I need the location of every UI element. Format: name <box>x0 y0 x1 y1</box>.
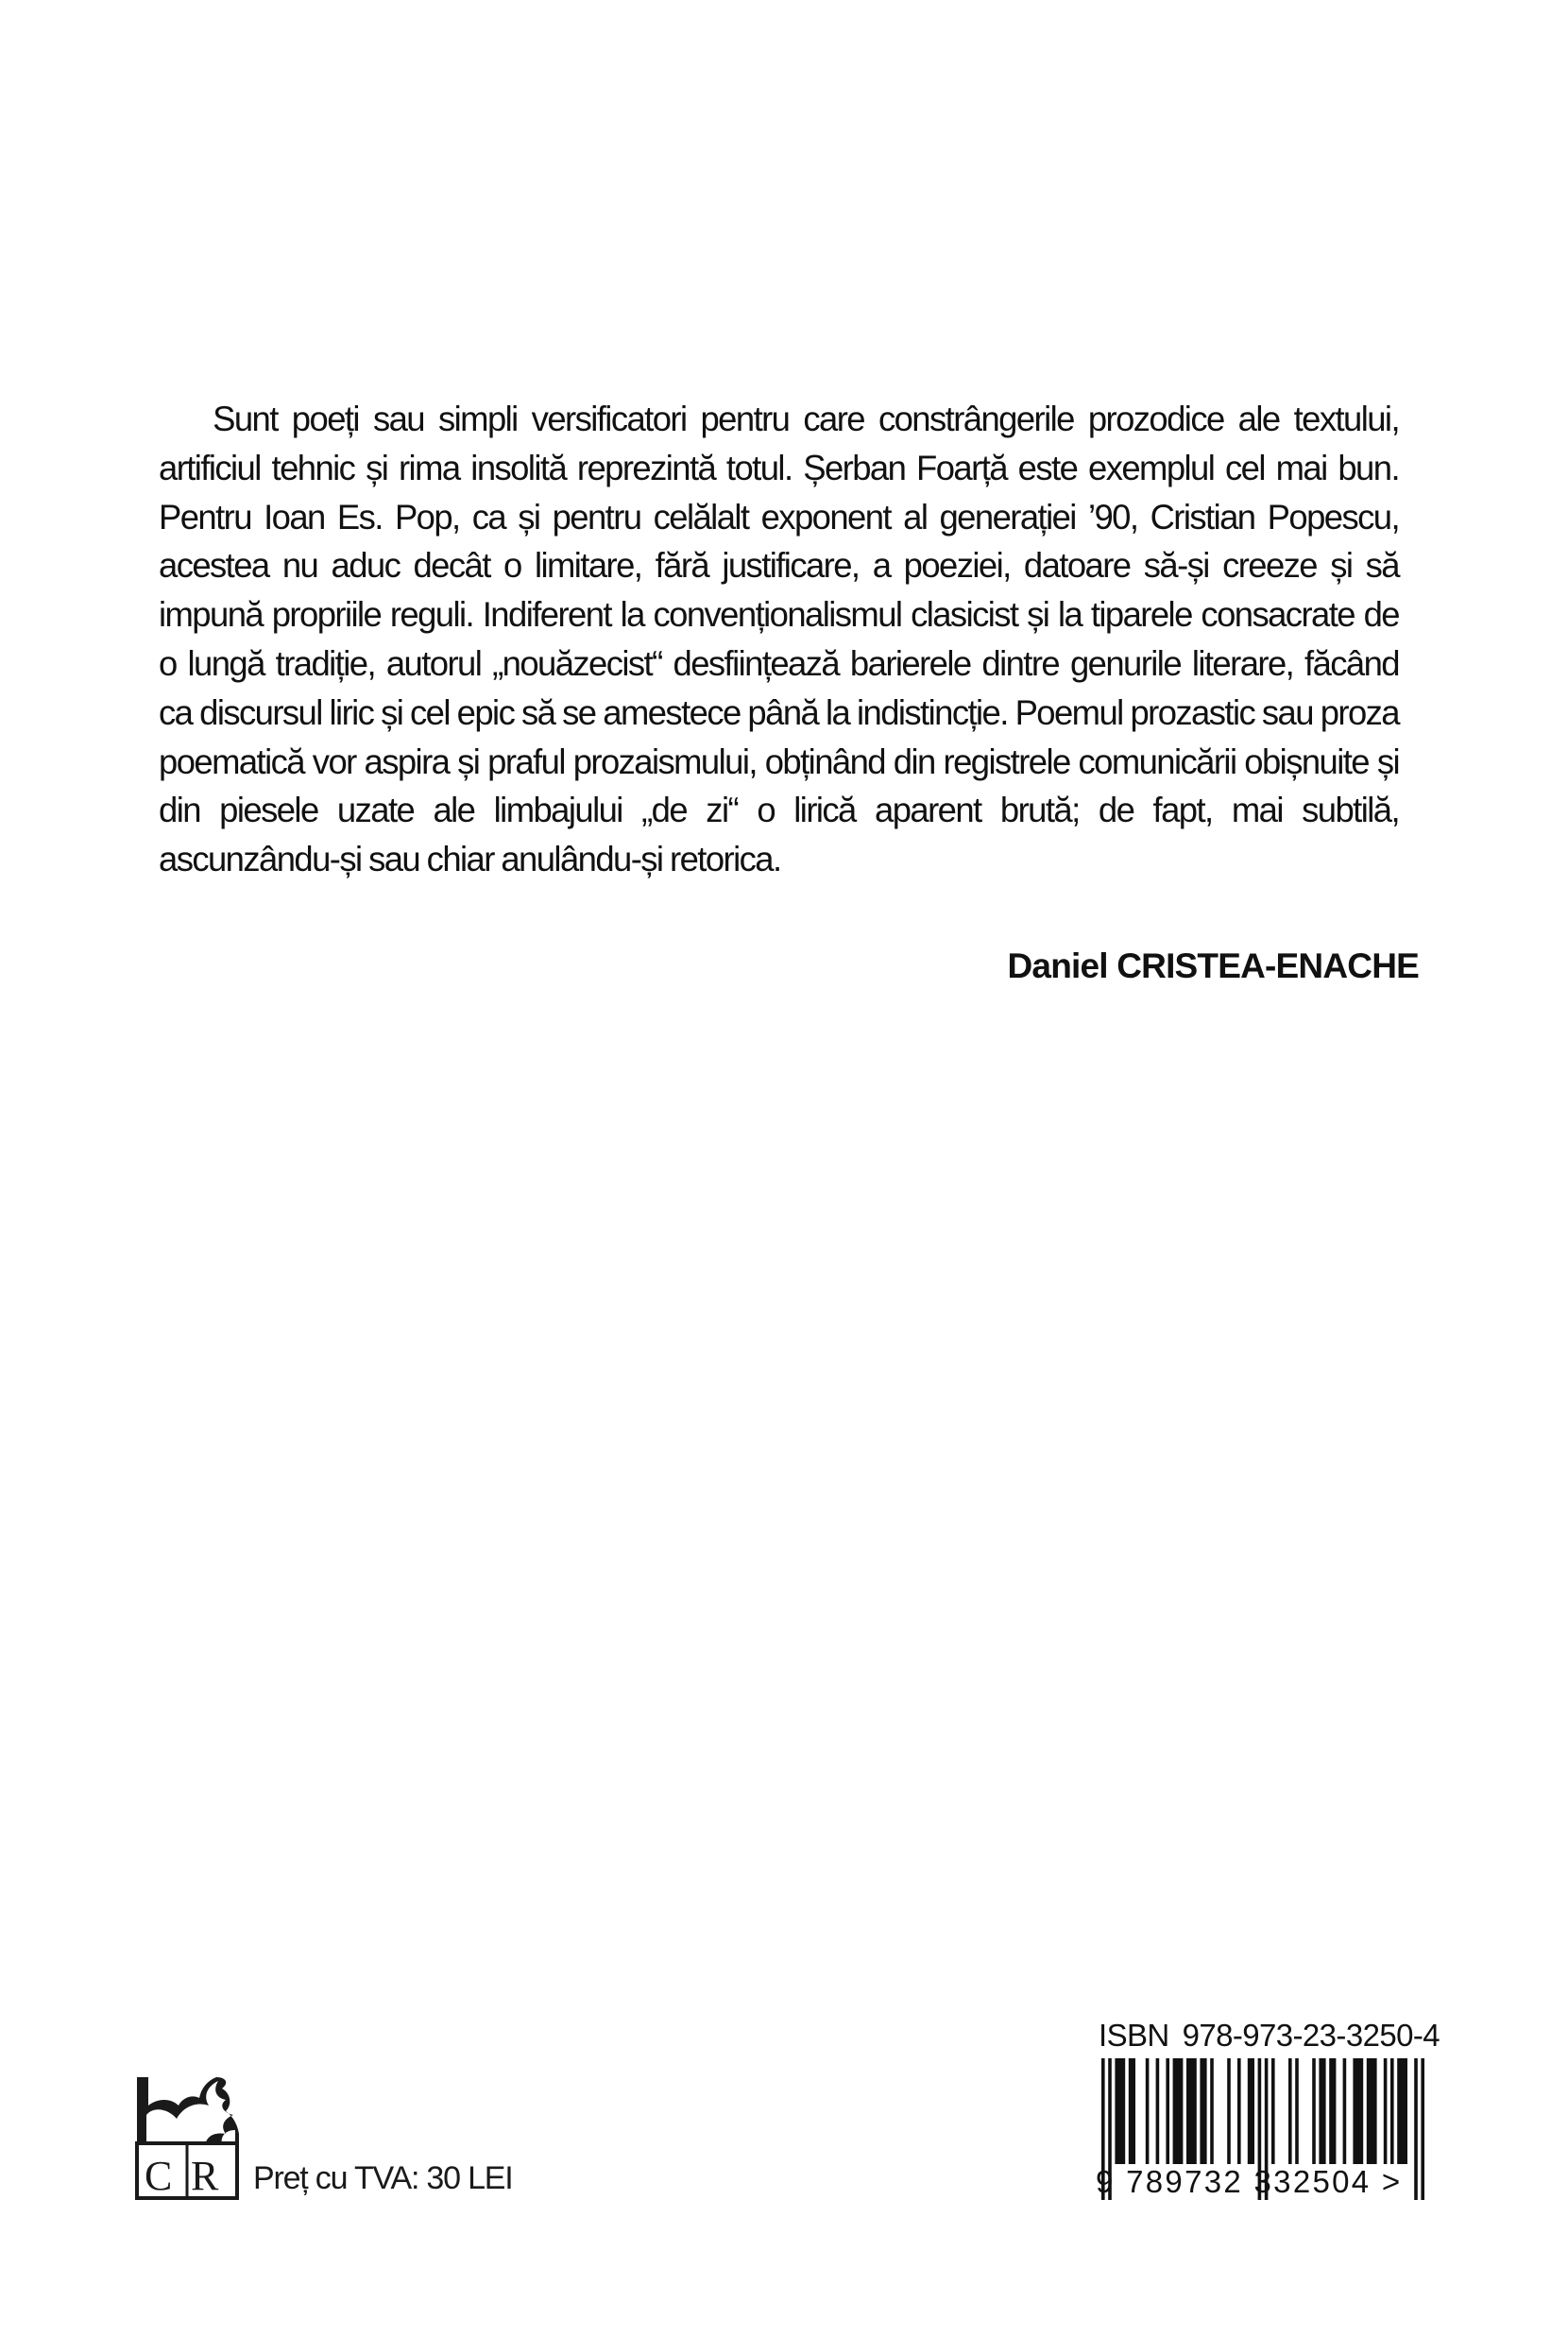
blurb-author: Daniel CRISTEA-ENACHE <box>1007 946 1419 985</box>
barcode-bar <box>1210 2058 1214 2164</box>
barcode-bar <box>1200 2058 1206 2164</box>
blurb-paragraph: Sunt poeți sau simpli versificatori pentru care constrângerile prozodice ale textului, artificiul tehnic și rima insolită reprezintă totul. Șerban Foarță este exemplul cel mai bun. Pentru Ioan Es. Pop, ca și pentru celălalt exponent al generației ’90, Cristian Popescu, acestea nu aduc decât o limitare, fără justificare, a poeziei, datoare să-și creeze și să impună propriile reguli. Indiferent la convenționalismul clasicist și la tiparele consacrate de o lungă tradiție, autorul „nouăzecist“ desființează barierele dintre genurile literare, făcând ca discursul liric și cel epic să se amestece până la indistincție. Poemul prozastic sau proza poematică vor aspira și praful prozaismului, obținând din registrele comunicării obișnuite și din piesele uzate ale limbajului „de zi“ o lirică aparent brută; de fapt, mai subtilă, ascunzându-și sau chiar anulându-și retorica. <box>159 400 1400 879</box>
barcode-bar <box>1295 2058 1299 2164</box>
barcode-bar <box>1353 2058 1363 2164</box>
barcode-bar <box>1166 2058 1169 2164</box>
publisher-logo <box>131 2077 241 2200</box>
barcode-bar <box>1146 2058 1150 2164</box>
barcode-bar <box>1248 2058 1254 2164</box>
barcode-bar <box>1186 2058 1197 2164</box>
barcode-bar <box>1271 2058 1275 2164</box>
isbn-label: ISBN <box>1099 2018 1169 2053</box>
barcode-bar <box>1397 2058 1407 2164</box>
barcode-bar <box>1129 2058 1135 2164</box>
isbn-line <box>1099 2018 1440 2054</box>
barcode-digits: 9 789732 332504 > <box>1096 2164 1403 2199</box>
back-cover-blurb <box>159 395 1399 884</box>
barcode-bar <box>1329 2058 1336 2164</box>
barcode-bar <box>1390 2058 1394 2164</box>
barcode-bar <box>1367 2058 1377 2164</box>
barcode-bar <box>1227 2058 1231 2164</box>
isbn-number: 978-973-23-3250-4 <box>1182 2018 1440 2053</box>
svg-text:C: C <box>145 2153 173 2199</box>
price-label: Preț cu TVA: 30 LEI <box>253 2160 513 2196</box>
barcode-bar <box>1384 2058 1388 2164</box>
barcode-bar <box>1319 2058 1325 2164</box>
barcode-bar <box>1288 2058 1292 2164</box>
barcode-bar <box>1156 2058 1160 2164</box>
barcode-bar <box>1173 2058 1184 2164</box>
cr-publisher-logo-icon <box>131 2077 241 2200</box>
barcode-bar <box>1237 2058 1241 2164</box>
barcode-bar <box>1115 2058 1125 2164</box>
svg-text:R: R <box>191 2153 219 2199</box>
barcode-bar <box>1343 2058 1347 2164</box>
barcode-bar <box>1312 2058 1316 2164</box>
